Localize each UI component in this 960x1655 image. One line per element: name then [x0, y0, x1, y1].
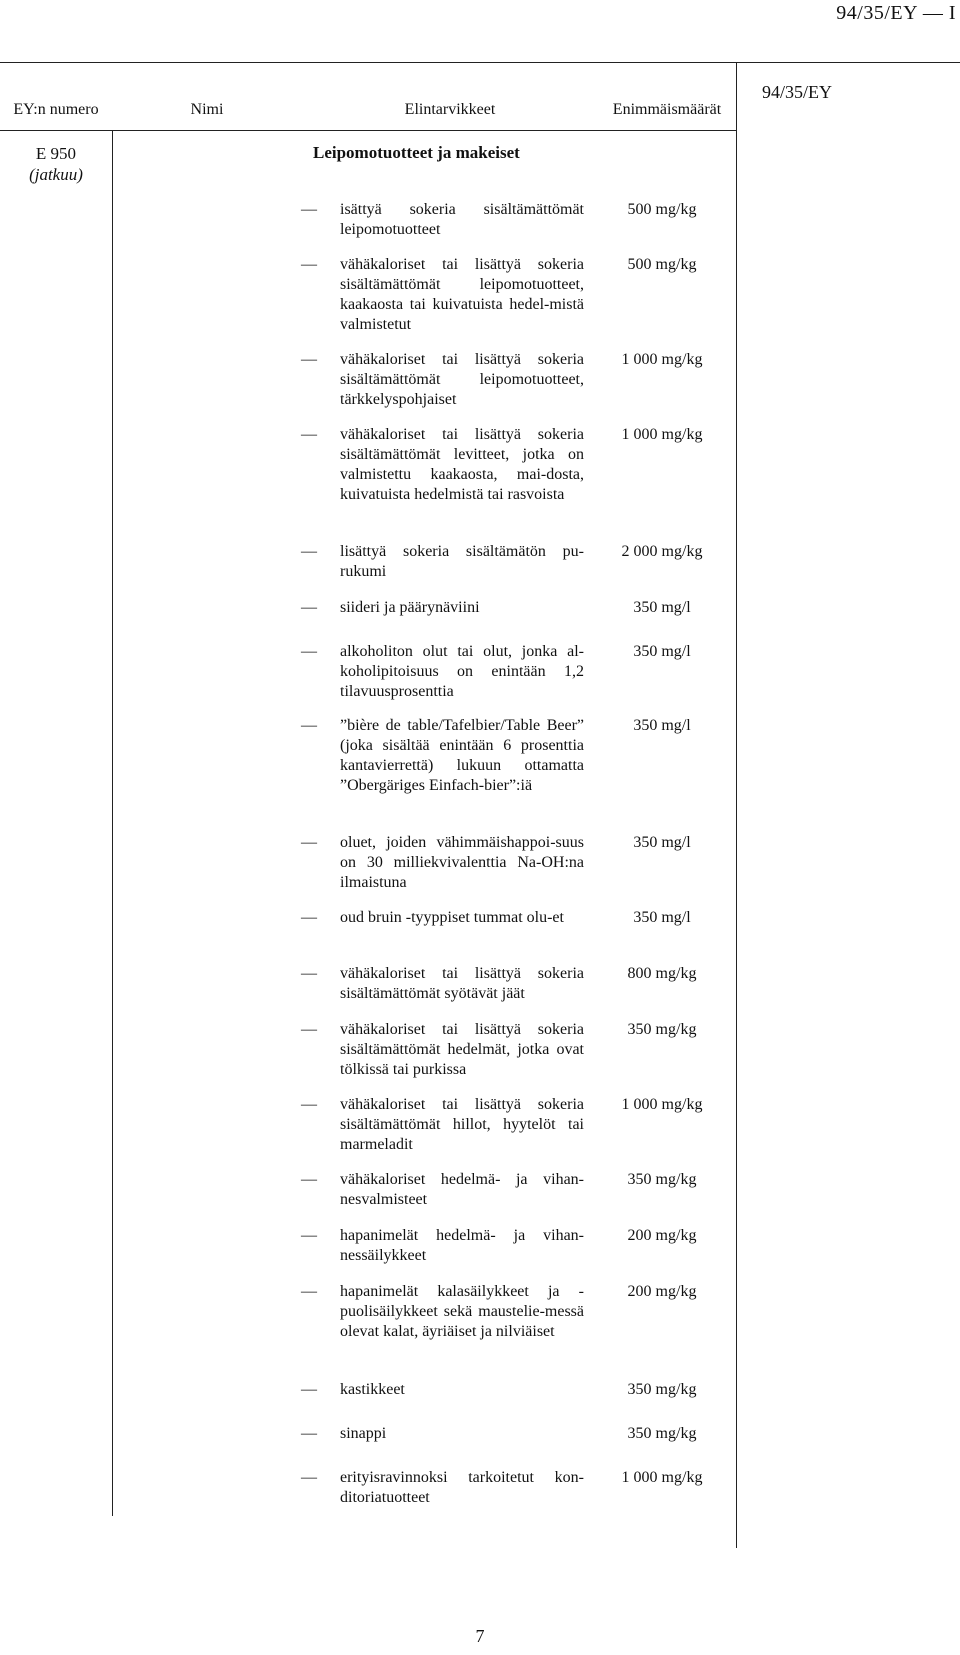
- dash-bullet: —: [301, 1381, 317, 1398]
- section-title: Leipomotuotteet ja makeiset: [313, 143, 520, 162]
- max-amount: 500 mg/kg: [627, 201, 697, 218]
- side-reference: 94/35/EY: [762, 82, 832, 102]
- dash-bullet: —: [301, 426, 317, 443]
- food-description: vähäkaloriset tai lisättyä sokeria sisältämättömät hillot, hyytelöt tai marmeladit: [340, 1096, 584, 1153]
- dash-bullet: —: [301, 1171, 317, 1188]
- max-amount: 350 mg/kg: [627, 1381, 697, 1398]
- dash-bullet: —: [301, 201, 317, 218]
- continued-label: (jatkuu): [29, 165, 83, 184]
- column-divider-right: [736, 62, 737, 1548]
- top-rule: [0, 62, 960, 63]
- max-amount: 200 mg/kg: [627, 1283, 697, 1300]
- dash-bullet: —: [301, 717, 317, 734]
- food-description: oud bruin -tyyppiset tummat olu-et: [340, 909, 564, 926]
- food-description: kastikkeet: [340, 1381, 405, 1398]
- column-header-code: EY:n numero: [13, 101, 99, 118]
- max-amount: 350 mg/l: [633, 643, 691, 660]
- food-description: vähäkaloriset tai lisättyä sokeria sisältämättömät leipomotuotteet, tärkkelyspohjaiset: [340, 351, 584, 408]
- max-amount: 500 mg/kg: [627, 256, 697, 273]
- food-description: isättyä sokeria sisältämättömät leipomotuotteet: [340, 201, 584, 238]
- food-description: oluet, joiden vähimmäishappoi-suus on 30 milliekvivalenttia Na-OH:na ilmaistuna: [340, 834, 584, 891]
- dash-bullet: —: [301, 1425, 317, 1442]
- food-description: alkoholiton olut tai olut, jonka al-koholipitoisuus on enintään 1,2 tilavuusprosenttia: [340, 643, 584, 700]
- max-amount: 200 mg/kg: [627, 1227, 697, 1244]
- column-header-name: Nimi: [190, 101, 224, 118]
- food-description: hapanimelät kalasäilykkeet ja -puolisäilykkeet sekä maustelie-messä olevat kalat, äyriäiset ja nilviäiset: [340, 1283, 584, 1340]
- dash-bullet: —: [301, 643, 317, 660]
- document-reference: 94/35/EY — I: [836, 2, 956, 24]
- dash-bullet: —: [301, 256, 317, 273]
- additive-code: E 950: [35, 144, 77, 163]
- dash-bullet: —: [301, 834, 317, 851]
- max-amount: 1 000 mg/kg: [621, 351, 703, 368]
- food-description: siideri ja päärynäviini: [340, 599, 480, 616]
- max-amount: 350 mg/l: [633, 834, 691, 851]
- header-rule: [0, 130, 736, 131]
- food-description: vähäkaloriset tai lisättyä sokeria sisältämättömät hedelmät, jotka ovat tölkissä tai purkissa: [340, 1021, 584, 1078]
- dash-bullet: —: [301, 543, 317, 560]
- food-description: lisättyä sokeria sisältämätön pu-rukumi: [340, 543, 584, 580]
- food-description: hapanimelät hedelmä- ja vihan-nessäilykkeet: [340, 1227, 584, 1264]
- food-description: vähäkaloriset tai lisättyä sokeria sisältämättömät leipomotuotteet, kaakaosta tai kuivatuista hedel-mistä valmistetut: [340, 256, 584, 333]
- max-amount: 350 mg/l: [633, 909, 691, 926]
- food-description: vähäkaloriset tai lisättyä sokeria sisältämättömät levitteet, jotka on valmistettu kaakaosta, mai-dosta, kuivatuista hedelmistä tai rasvoista: [340, 426, 584, 503]
- dash-bullet: —: [301, 1469, 317, 1486]
- page-number: 7: [475, 1626, 485, 1646]
- dash-bullet: —: [301, 351, 317, 368]
- max-amount: 800 mg/kg: [627, 965, 697, 982]
- max-amount: 1 000 mg/kg: [621, 1469, 703, 1486]
- max-amount: 1 000 mg/kg: [621, 426, 703, 443]
- dash-bullet: —: [301, 1227, 317, 1244]
- column-header-max: Enimmäismäärät: [612, 101, 722, 118]
- max-amount: 350 mg/kg: [627, 1171, 697, 1188]
- max-amount: 350 mg/l: [633, 599, 691, 616]
- max-amount: 350 mg/kg: [627, 1425, 697, 1442]
- dash-bullet: —: [301, 1283, 317, 1300]
- food-description: erityisravinnoksi tarkoitetut kon-ditoriatuotteet: [340, 1469, 584, 1506]
- dash-bullet: —: [301, 1096, 317, 1113]
- max-amount: 1 000 mg/kg: [621, 1096, 703, 1113]
- food-description: vähäkaloriset hedelmä- ja vihan-nesvalmisteet: [340, 1171, 584, 1208]
- food-description: sinappi: [340, 1425, 387, 1442]
- max-amount: 350 mg/kg: [627, 1021, 697, 1038]
- food-description: ”bière de table/Tafelbier/Table Beer” (joka sisältää enintään 6 prosenttia kantavierrettä) lukuun ottamatta ”Obergäriges Einfach-bier”:iä: [340, 717, 584, 794]
- max-amount: 2 000 mg/kg: [621, 543, 703, 560]
- max-amount: 350 mg/l: [633, 717, 691, 734]
- dash-bullet: —: [301, 965, 317, 982]
- additive-code-cell: [0, 143, 112, 185]
- food-description: vähäkaloriset tai lisättyä sokeria sisältämättömät syötävät jäät: [340, 965, 584, 1002]
- dash-bullet: —: [301, 599, 317, 616]
- column-header-foods: Elintarvikkeet: [404, 101, 496, 118]
- column-divider-code: [112, 130, 113, 1516]
- dash-bullet: —: [301, 909, 317, 926]
- dash-bullet: —: [301, 1021, 317, 1038]
